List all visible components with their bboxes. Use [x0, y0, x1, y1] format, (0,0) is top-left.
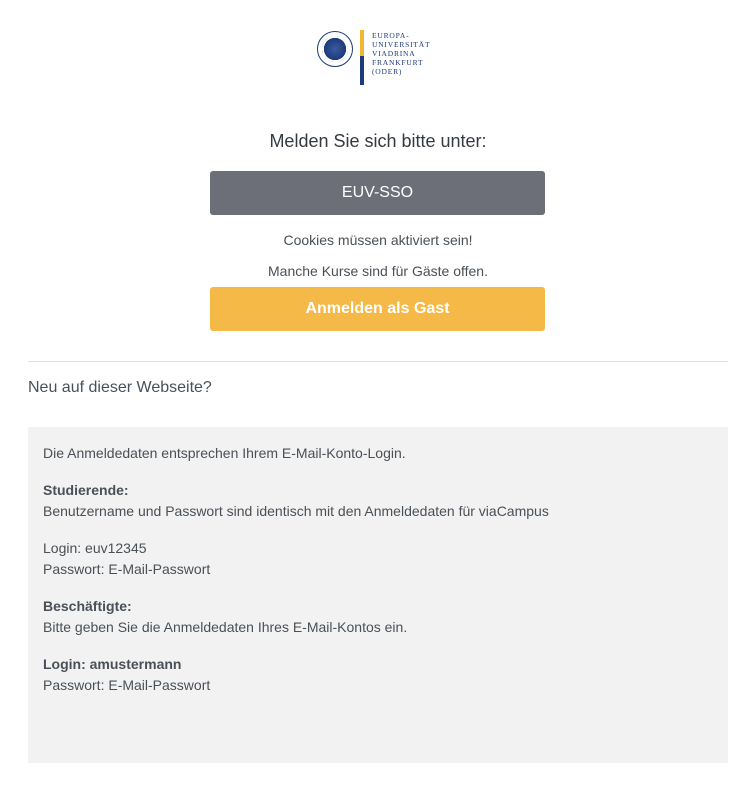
login-info-box	[28, 427, 728, 763]
staff-title: Beschäftigte:	[43, 598, 132, 614]
students-credentials	[43, 538, 713, 580]
logo-line-5: (ODER)	[372, 67, 403, 76]
logo-bar-blue	[360, 56, 364, 85]
students-login: Login: euv12345	[43, 540, 147, 556]
info-intro: Die Anmeldedaten entsprechen Ihrem E-Mail-Konto-Login.	[43, 445, 406, 461]
new-user-title: Neu auf dieser Webseite?	[28, 379, 212, 396]
logo-bar-yellow	[360, 30, 364, 56]
university-logo	[317, 29, 447, 87]
staff-password: Passwort: E-Mail-Passwort	[43, 677, 211, 693]
guest-login-button[interactable]: Anmelden als Gast	[210, 287, 545, 331]
guest-note: Manche Kurse sind für Gäste offen.	[268, 263, 488, 279]
students-title: Studierende:	[43, 482, 129, 498]
logo-line-1: EUROPA-	[372, 31, 410, 40]
students-block	[43, 480, 713, 522]
staff-text: Bitte geben Sie die Anmeldedaten Ihres E-Mail-Kontos ein.	[43, 619, 408, 635]
university-seal-icon	[317, 31, 353, 67]
staff-block	[43, 596, 713, 638]
staff-credentials	[43, 654, 713, 696]
logo-line-2: UNIVERSITÄT	[372, 40, 431, 49]
logo-wordmark	[372, 31, 452, 76]
students-text: Benutzername und Passwort sind identisch mit den Anmeldedaten für viaCampus	[43, 503, 549, 519]
login-heading: Melden Sie sich bitte unter:	[269, 131, 487, 151]
staff-login: Login: amustermann	[43, 656, 182, 672]
logo-line-4: FRANKFURT	[372, 58, 424, 67]
cookies-note: Cookies müssen aktiviert sein!	[283, 232, 473, 248]
sso-login-button[interactable]: EUV-SSO	[210, 171, 545, 215]
section-divider	[28, 361, 728, 362]
logo-line-3: VIADRINA	[372, 49, 416, 58]
students-password: Passwort: E-Mail-Passwort	[43, 561, 211, 577]
